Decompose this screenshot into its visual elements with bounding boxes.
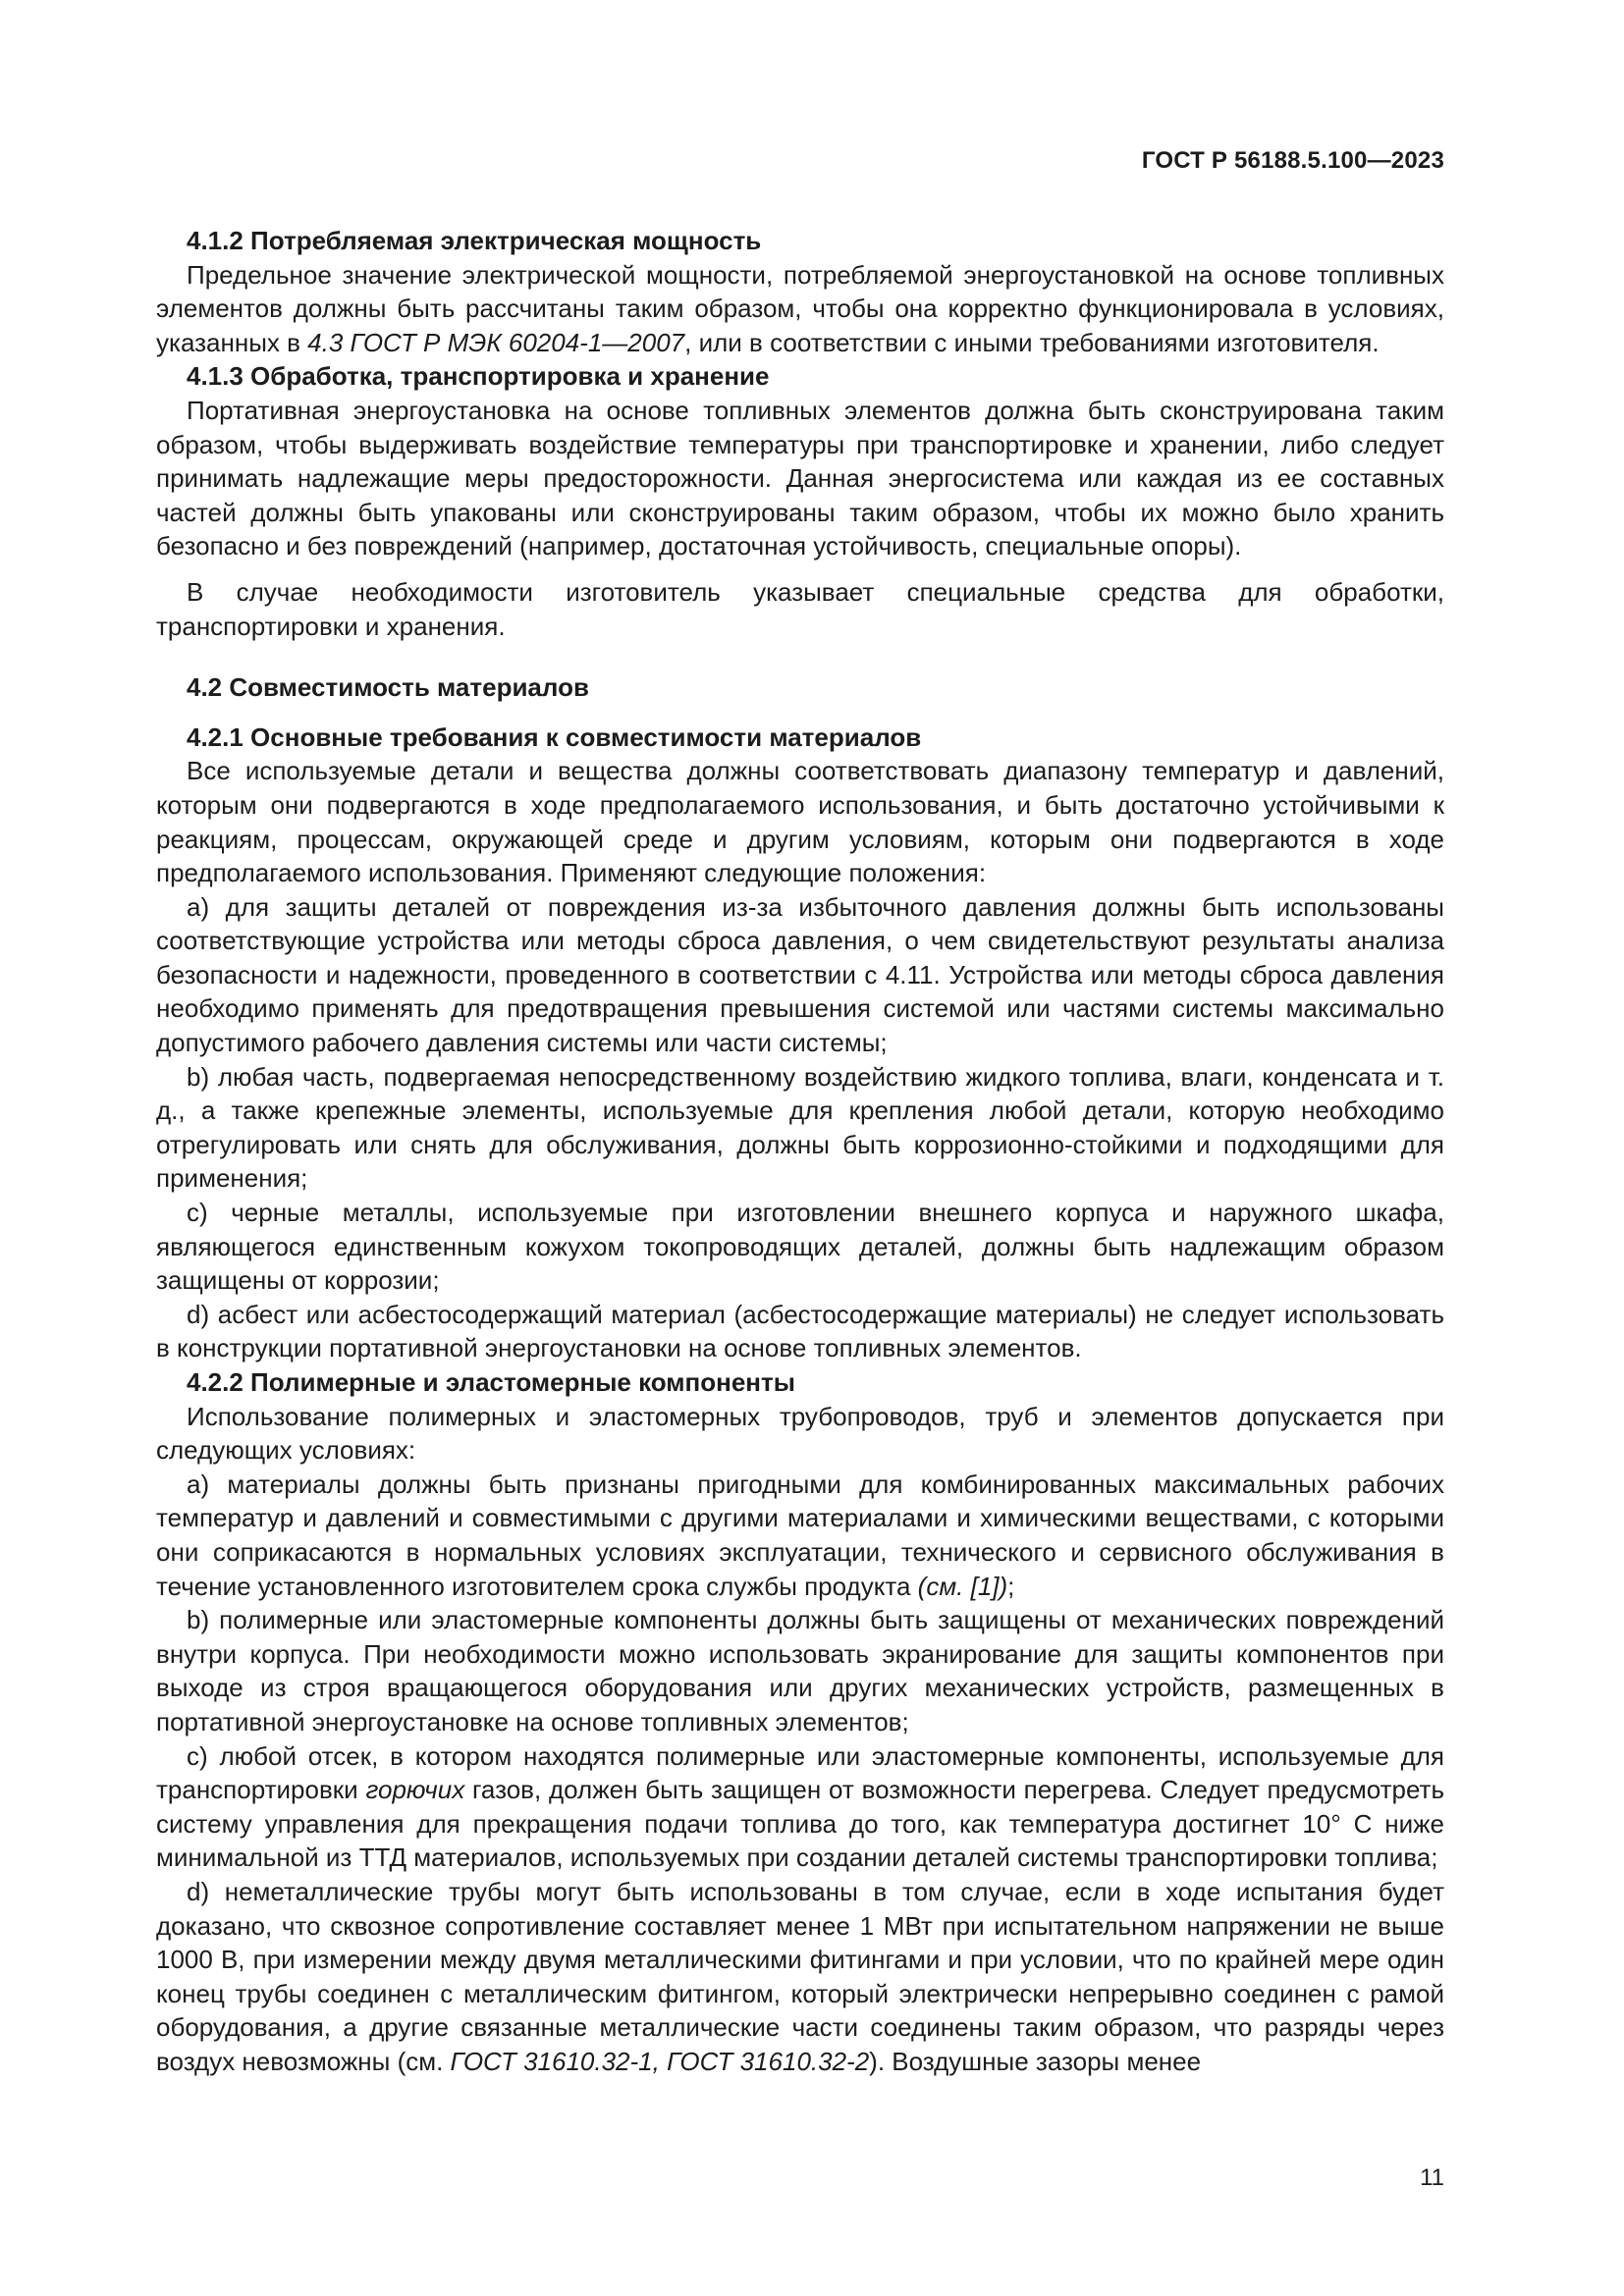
- text-run: d) неметаллические трубы могут быть использованы в том случае, если в ходе испытания будет доказано, что сквозное сопротивление составляет менее 1 МВт при испытательном напряжении не выше 1000 В, при измерении между двумя металлическими фитингами и при условии, что по крайней мере один конец трубы соединен с металлическим фитингом, который электрически непрерывно соединен с рамой оборудования, а другие связанные металлические части соединены таким образом, что разряды через воздух невозможны (см.: [156, 1876, 1444, 2076]
- list-item-4-2-2-b: b) полимерные или эластомерные компоненты должны быть защищены от механических повреждений внутри корпуса. При необходимости можно использовать экранирование для защиты компонентов при выходе из строя вращающегося оборудования или других механических устройств, размещенных в портативной энергоустановке на основе топливных элементов;: [156, 1605, 1444, 1736]
- reference-gost-iec: 4.3 ГОСТ Р МЭК 60204-1—2007: [307, 327, 685, 357]
- list-item-4-2-2-d: [156, 1875, 1444, 2079]
- paragraph-4-2-1-intro: Все используемые детали и вещества должны соответствовать диапазону температур и давлений, которым они подвергаются в ходе предполагаемого использования, и быть достаточно устойчивыми к реакциям, процессам, окружающей среде и другим условиям, которым они подвергаются в ходе предполагаемого использования. Применяют следующие положения:: [156, 756, 1444, 888]
- heading-4-2: 4.2 Совместимость материалов: [187, 672, 589, 703]
- list-item-4-2-2-a: [156, 1468, 1444, 1603]
- paragraph-4-1-2: [156, 258, 1444, 360]
- text-run: газов, должен быть защищен от возможности перегрева. Следует предусмотреть систему управления для прекращения подачи топлива до того, как температура достигнет 10° С ниже минимальной из ТТД материалов, используемых при создании деталей системы транспортировки топлива;: [156, 1775, 1444, 1873]
- list-item-4-2-2-c: [156, 1739, 1444, 1875]
- paragraph-4-1-3-2: В случае необходимости изготовитель указывает специальные средства для обработки, транспортировки и хранения.: [156, 576, 1444, 641]
- standard-id-header: ГОСТ Р 56188.5.100—2023: [1141, 147, 1444, 174]
- list-item-4-2-1-d: d) асбест или асбестосодержащий материал (асбестосодержащие материалы) не следует использовать в конструкции портативной энергоустановки на основе топливных элементов.: [156, 1299, 1444, 1363]
- paragraph-4-2-2-intro: Использование полимерных и эластомерных трубопроводов, труб и элементов допускается при следующих условиях:: [156, 1401, 1444, 1466]
- text-run: a) материалы должны быть признаны пригодными для комбинированных максимальных рабочих температур и давлений и совместимыми с другими материалами и химическими веществами, с которыми они соприкасаются в нормальных условиях эксплуатации, технического и сервисного обслуживания в течение установленного изготовителем срока службы продукта: [156, 1468, 1444, 1601]
- document-body: [156, 224, 1444, 2078]
- heading-4-1-3: 4.1.3 Обработка, транспортировка и хранение: [187, 361, 770, 392]
- emphasis-flammable: горючих: [365, 1775, 465, 1805]
- page-number: 11: [1420, 2164, 1444, 2191]
- text-run: Предельное значение электрической мощности, потребляемой энергоустановкой на основе топливных элементов должны быть рассчитаны таким образом, чтобы она корректно функционировала в условиях, указанных в: [156, 259, 1444, 357]
- text-run: c) любой отсек, в котором находятся полимерные или эластомерные компоненты, используемые для транспортировки: [156, 1740, 1444, 1805]
- text-run: ;: [1007, 1571, 1015, 1601]
- paragraph-4-1-3-1: Портативная энергоустановка на основе топливных элементов должна быть сконструирована таким образом, чтобы выдерживать воздействие температуры при транспортировке и хранении, либо следует принимать надлежащие меры предосторожности. Данная энергосистема или каждая из ее составных частей должны быть упакованы или сконструированы таким образом, чтобы их можно было хранить безопасно и без повреждений (например, достаточная устойчивость, специальные опоры).: [156, 395, 1444, 561]
- text-run: , или в соответствии с иными требованиями изготовителя.: [684, 327, 1380, 357]
- list-item-4-2-1-a: a) для защиты деталей от повреждения из-за избыточного давления должны быть использованы соответствующие устройства или методы сброса давления, о чем свидетельствуют результаты анализа безопасности и надежности, проведенного в соответствии с 4.11. Устройства или методы сброса давления необходимо применять для предотвращения превышения системой или частями системы максимально допустимого рабочего давления системы или части системы;: [156, 891, 1444, 1058]
- heading-4-2-2: 4.2.2 Полимерные и эластомерные компоненты: [187, 1367, 795, 1397]
- text-run: ). Воздушные зазоры менее: [869, 2046, 1202, 2076]
- heading-4-1-2: 4.1.2 Потребляемая электрическая мощность: [187, 226, 762, 255]
- list-item-4-2-1-c: c) черные металлы, используемые при изготовлении внешнего корпуса и наружного шкафа, являющегося единственным кожухом токопроводящих деталей, должны быть надлежащим образом защищены от коррозии;: [156, 1198, 1444, 1296]
- reference-bibliography: (см. [1]): [917, 1571, 1008, 1601]
- reference-gost-31610: ГОСТ 31610.32-1, ГОСТ 31610.32-2: [450, 2046, 870, 2076]
- list-item-4-2-1-b: b) любая часть, подвергаемая непосредственному воздействию жидкого топлива, влаги, конденсата и т. д., а также крепежные элементы, используемые для крепления любой детали, которую необходимо отрегулировать или снять для обслуживания, должны быть коррозионно-стойкими и подходящими для применения;: [156, 1061, 1444, 1194]
- heading-4-2-1: 4.2.1 Основные требования к совместимости материалов: [187, 721, 922, 752]
